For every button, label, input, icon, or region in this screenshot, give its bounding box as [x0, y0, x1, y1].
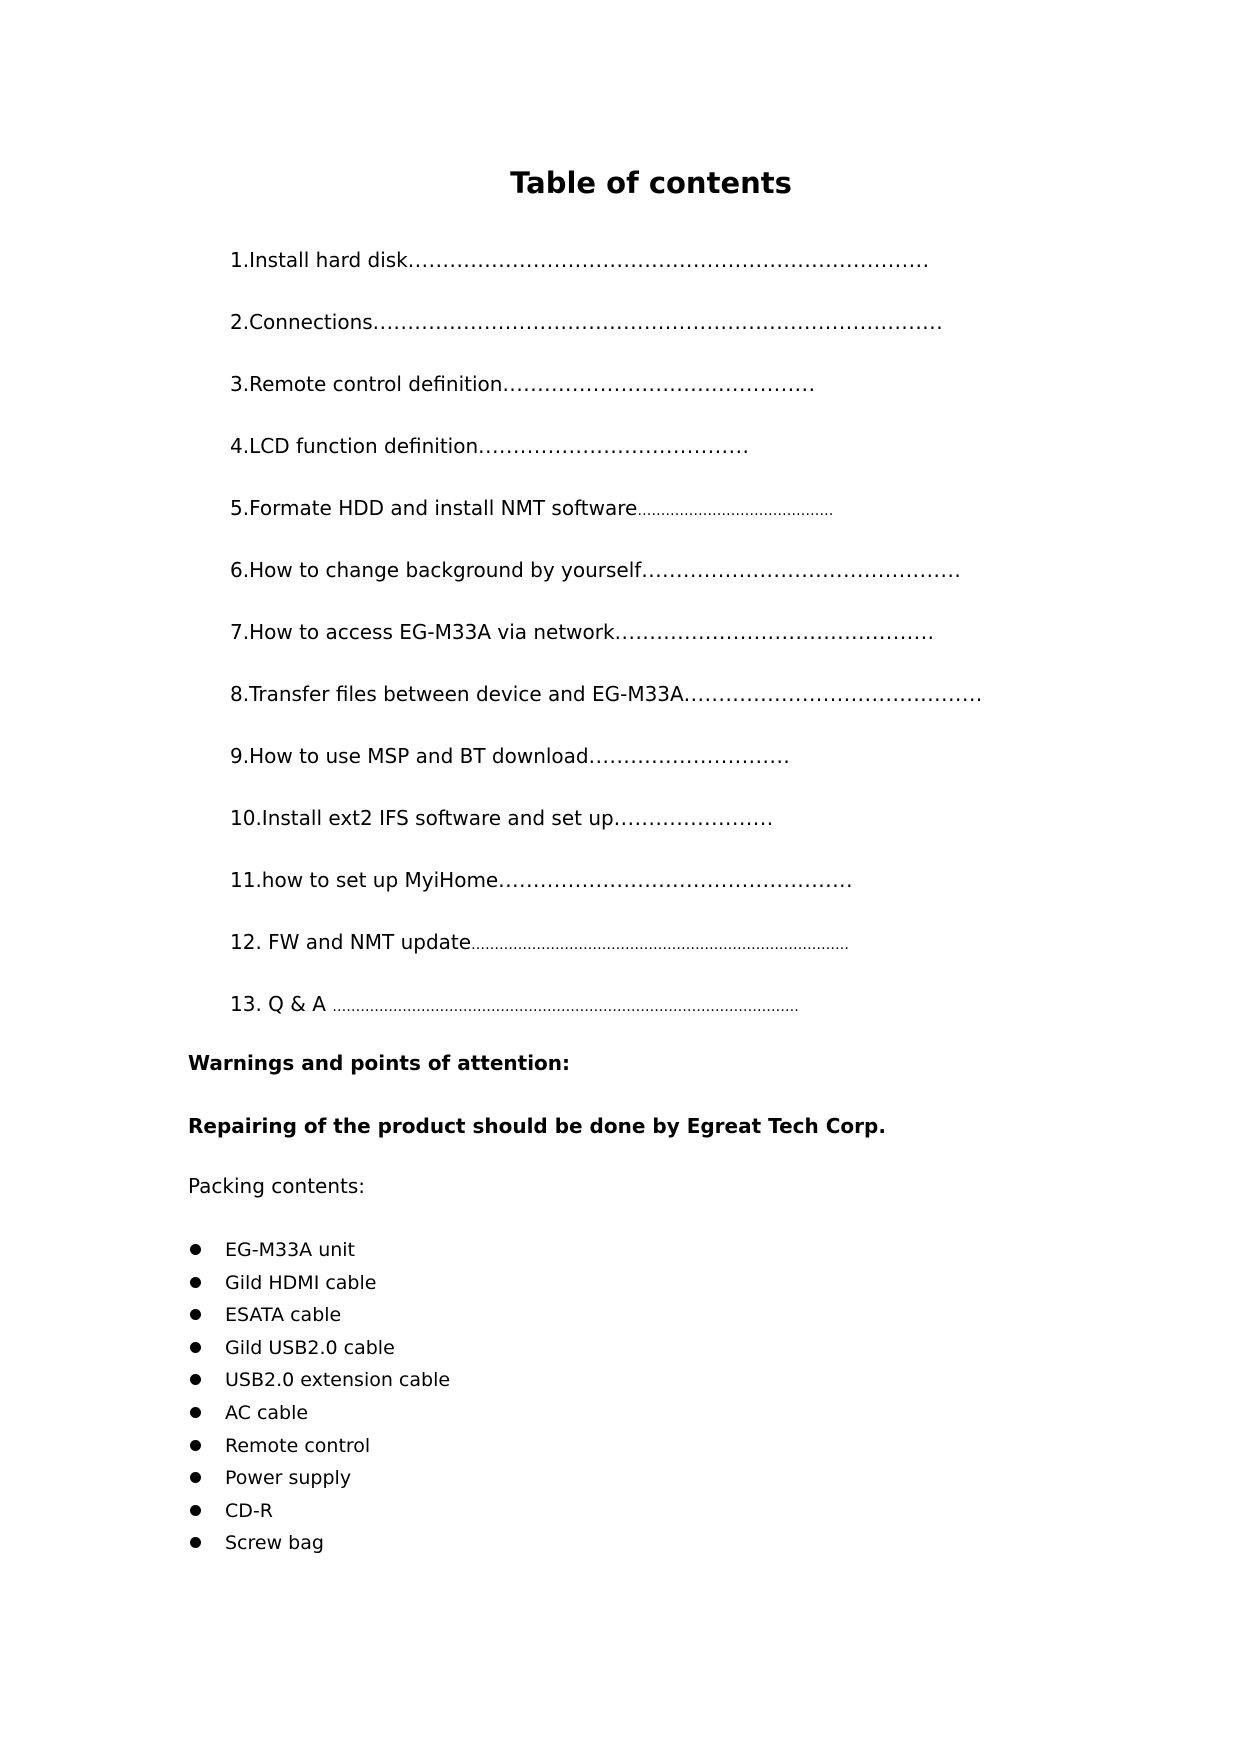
toc-dot-leader: ……………………………………………………………………………………….: [332, 999, 799, 1015]
toc-entry[interactable]: [230, 929, 983, 991]
packing-item-text: EG-M33A unit: [225, 1239, 356, 1261]
packing-item-text: USB2.0 extension cable: [225, 1369, 451, 1392]
packing-contents-heading: Packing contents:: [188, 1174, 366, 1198]
toc-entry[interactable]: [230, 371, 983, 433]
toc-entry-label: 5.Formate HDD and install NMT software: [230, 496, 638, 520]
table-of-contents: [230, 247, 983, 1053]
toc-dot-leader: ………………………………………………………………………: [471, 937, 850, 953]
toc-entry-label: 2.Connections: [230, 310, 373, 334]
toc-entry[interactable]: [230, 495, 983, 557]
toc-entry[interactable]: [230, 867, 983, 929]
toc-entry-label: 11.how to set up MyiHome: [230, 868, 499, 892]
toc-dot-leader: ...................................................: [498, 868, 854, 892]
toc-entry[interactable]: [230, 247, 983, 309]
toc-dot-leader: ..............................................: [614, 620, 935, 644]
toc-entry-label: 12. FW and NMT update: [230, 930, 472, 954]
toc-entry-label: 1.Install hard disk: [230, 248, 408, 272]
packing-item-text: AC cable: [225, 1401, 309, 1424]
packing-item-text: Power supply: [225, 1467, 352, 1490]
bullet-icon: [190, 1374, 201, 1385]
toc-entry[interactable]: [230, 557, 983, 619]
bullet-icon: [190, 1440, 201, 1451]
toc-entry-label: 7.How to access EG-M33A via network: [230, 620, 615, 644]
bullet-icon: [190, 1537, 201, 1548]
toc-entry-label: 10.Install ext2 IFS software and set up: [230, 806, 614, 830]
toc-entry-label: 8.Transfer files between device and EG-M33A: [230, 682, 684, 706]
toc-entry[interactable]: [230, 309, 983, 371]
bullet-icon: [190, 1244, 201, 1255]
toc-dot-leader: ……………………………………: [637, 503, 834, 519]
bullet-icon: [190, 1505, 201, 1516]
toc-entry[interactable]: [230, 433, 983, 495]
bullet-icon: [190, 1342, 201, 1353]
packing-item-text: Screw bag: [225, 1532, 324, 1555]
packing-item-text: CD-R: [225, 1499, 273, 1522]
toc-dot-leader: ..............................................: [641, 558, 962, 582]
toc-entry-label: 3.Remote control definition: [230, 372, 503, 396]
toc-entry[interactable]: [230, 805, 983, 867]
toc-entry[interactable]: [230, 681, 983, 743]
toc-entry[interactable]: [230, 619, 983, 681]
toc-entry-label: 13. Q & A: [230, 992, 333, 1016]
toc-dot-leader: .......................: [613, 806, 774, 830]
toc-dot-leader: .............................................: [502, 372, 816, 396]
bullet-icon: [190, 1407, 201, 1418]
toc-dot-leader: .............................: [588, 744, 791, 768]
toc-dot-leader: ...........................................: [683, 682, 983, 706]
toc-entry-label: 6.How to change background by yourself: [230, 558, 642, 582]
toc-dot-leader: ...........................................................................: [407, 248, 930, 272]
warnings-heading: Warnings and points of attention:: [188, 1051, 571, 1075]
packing-item-text: Gild HDMI cable: [225, 1271, 377, 1294]
toc-entry[interactable]: [230, 743, 983, 805]
toc-entry-label: 9.How to use MSP and BT download: [230, 744, 589, 768]
repair-notice: Repairing of the product should be done by Egreat Tech Corp.: [188, 1114, 886, 1138]
bullet-icon: [190, 1277, 201, 1288]
toc-entry-label: 4.LCD function definition: [230, 434, 479, 458]
bullet-icon: [190, 1309, 201, 1320]
toc-dot-leader: ..................................................................................: [372, 310, 944, 334]
page-title: Table of contents: [510, 166, 792, 200]
toc-dot-leader: .......................................: [478, 434, 750, 458]
packing-item-text: Remote control: [225, 1434, 371, 1457]
packing-item-text: Gild USB2.0 cable: [225, 1336, 395, 1359]
packing-item-text: ESATA cable: [225, 1304, 342, 1327]
bullet-icon: [190, 1472, 201, 1483]
toc-entry[interactable]: [230, 991, 983, 1053]
